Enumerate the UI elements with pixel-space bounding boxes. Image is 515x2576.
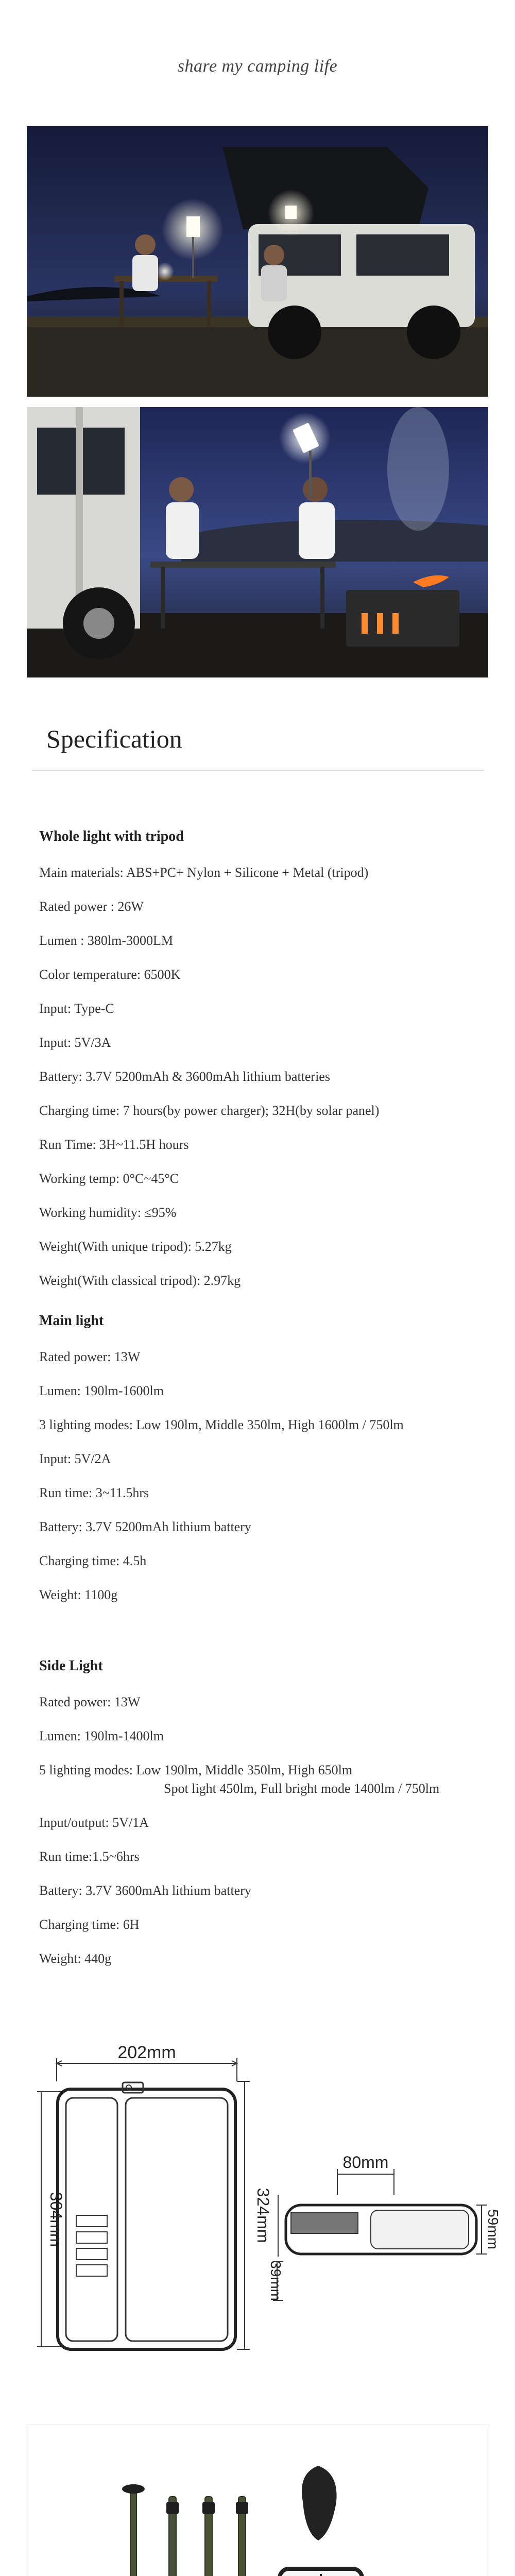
spec-row: Run time: 3~11.5hrs bbox=[39, 1485, 149, 1500]
spec-row: Lumen : 380lm-3000LM bbox=[39, 933, 173, 948]
spec-row: Rated power : 26W bbox=[39, 899, 144, 914]
tripod-pole-icon bbox=[130, 2492, 136, 2576]
spec-row: Rated power: 13W bbox=[39, 1694, 141, 1709]
spec-section-main-light bbox=[39, 1313, 482, 1604]
spec-divider bbox=[32, 770, 484, 771]
dim-outer-height-label: 324mm bbox=[254, 2188, 272, 2243]
spec-row: Weight: 440g bbox=[39, 1951, 112, 1966]
dim-side-width-label: 80mm bbox=[342, 2153, 389, 2172]
dim-side-depth-label: 39mm bbox=[268, 2261, 284, 2301]
spec-row: Input: 5V/2A bbox=[39, 1451, 111, 1466]
section-title: Main light bbox=[39, 1313, 104, 1329]
spec-row: Weight: 1100g bbox=[39, 1587, 118, 1602]
spec-section-whole-light bbox=[39, 828, 482, 1290]
spec-row: Rated power: 13W bbox=[39, 1349, 141, 1364]
spec-row: Input/output: 5V/1A bbox=[39, 1815, 149, 1830]
dim-side-height-label: 59mm bbox=[485, 2209, 501, 2249]
camping-photo-1 bbox=[27, 126, 488, 397]
spec-row: Battery: 3.7V 3600mAh lithium battery bbox=[39, 1883, 251, 1898]
spec-row: Run time:1.5~6hrs bbox=[39, 1849, 140, 1864]
spec-row: Weight(With unique tripod): 5.27kg bbox=[39, 1239, 232, 1254]
spec-row: Charging time: 4.5h bbox=[39, 1553, 147, 1568]
spec-row: Battery: 3.7V 5200mAh lithium battery bbox=[39, 1519, 251, 1534]
spec-row: Charging time: 6H bbox=[39, 1917, 140, 1932]
spec-row: Weight(With classical tripod): 2.97kg bbox=[39, 1273, 241, 1288]
dim-width-label: 202mm bbox=[117, 2043, 176, 2062]
spec-row: Color temperature: 6500K bbox=[39, 967, 181, 982]
spec-section-side-light bbox=[39, 1658, 482, 1968]
spec-row: Lumen: 190lm-1400lm bbox=[39, 1728, 164, 1743]
camping-photo-2 bbox=[27, 407, 488, 677]
section-title: Side Light bbox=[39, 1658, 103, 1674]
spec-row: Charging time: 7 hours(by power charger); 32H(by solar panel) bbox=[39, 1103, 380, 1118]
spec-row: Lumen: 190lm-1600lm bbox=[39, 1383, 164, 1398]
spec-row: 3 lighting modes: Low 190lm, Middle 350lm, High 1600lm / 750lm bbox=[39, 1417, 404, 1432]
spec-row: Input: 5V/3A bbox=[39, 1035, 111, 1050]
spec-row bbox=[39, 1761, 482, 1798]
spec-row-continuation: Spot light 450lm, Full bright mode 1400lm / 750lm bbox=[164, 1781, 440, 1796]
tagline: share my camping life bbox=[177, 57, 338, 76]
spec-row: Run Time: 3H~11.5H hours bbox=[39, 1137, 189, 1152]
spec-title: Specification bbox=[46, 724, 182, 753]
spec-row: Working temp: 0°C~45°C bbox=[39, 1171, 179, 1186]
spec-row: Battery: 3.7V 5200mAh & 3600mAh lithium batteries bbox=[39, 1069, 330, 1084]
product-components-image bbox=[27, 2424, 489, 2576]
spec-row: Working humidity: ≤95% bbox=[39, 1205, 177, 1220]
spec-row: Main materials: ABS+PC+ Nylon + Silicone + Metal (tripod) bbox=[39, 865, 369, 880]
spec-row: Input: Type-C bbox=[39, 1001, 114, 1016]
section-title: Whole light with tripod bbox=[39, 828, 184, 844]
spec-row-text: 5 lighting modes: Low 190lm, Middle 350lm, High 650lm bbox=[39, 1762, 353, 1777]
dimension-diagrams bbox=[31, 2040, 501, 2380]
dim-inner-height-label: 304mm bbox=[47, 2192, 65, 2247]
